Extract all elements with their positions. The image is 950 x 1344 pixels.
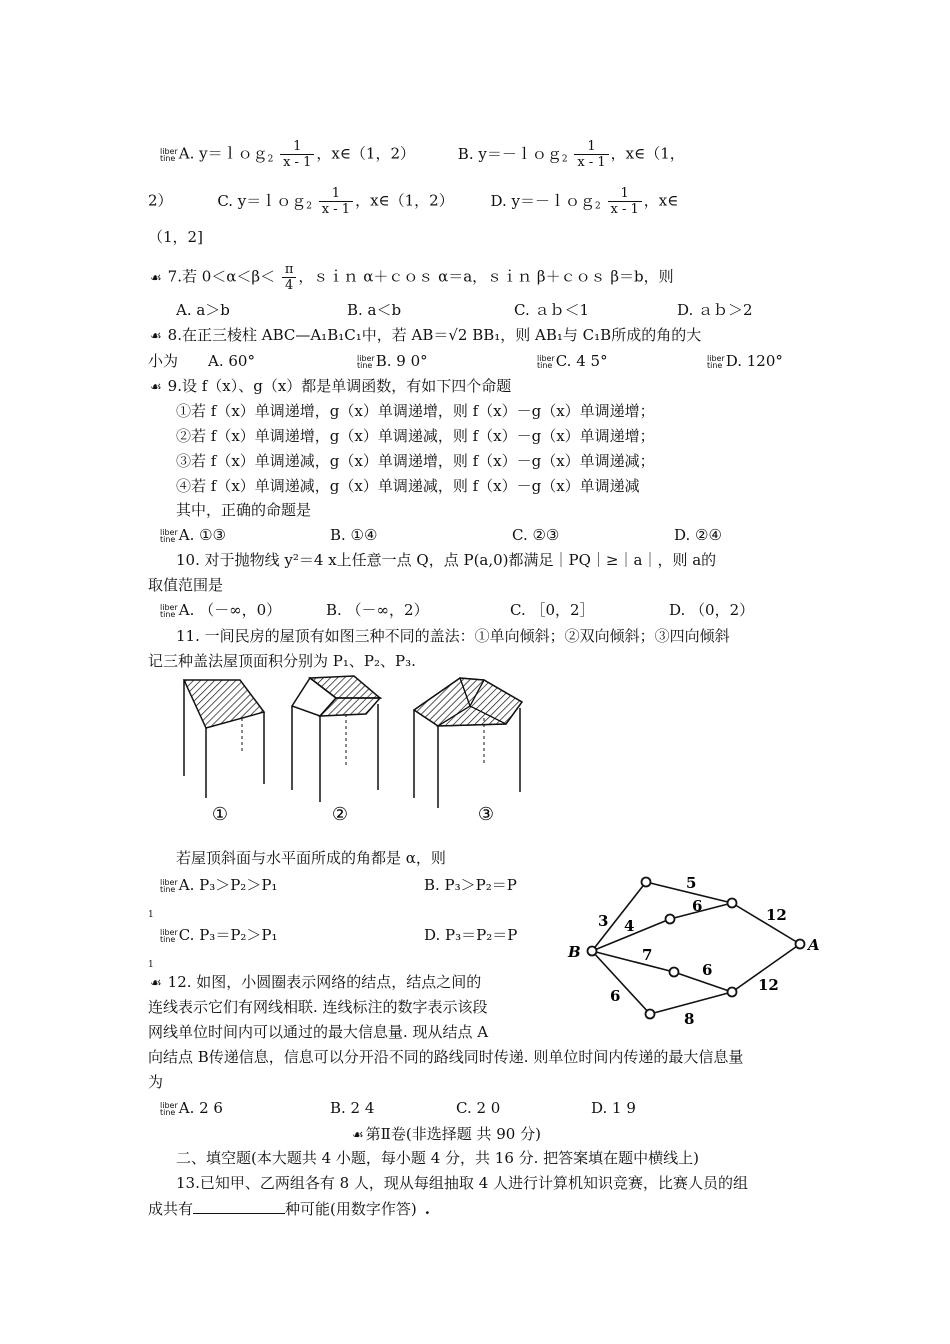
network-node	[670, 968, 679, 977]
q9-item: ①若 f（x）单调递增，g（x）单调递增，则 f（x）－g（x）单调递增；	[176, 402, 655, 420]
network-node	[666, 915, 675, 924]
edge-weight: 6	[692, 897, 703, 915]
q10-option-c: C. ［0，2］	[510, 601, 595, 619]
fraction: $\frac{1}{x - 1}$	[319, 186, 353, 217]
q12-option-a: liber tine A. 2 6	[160, 1099, 223, 1117]
question-icon: ☙	[150, 270, 162, 286]
q7-option-c: C. ａｂ＜1	[514, 301, 590, 319]
q10-option-b: B. （－∞，2）	[326, 601, 429, 619]
q8-option-c: liber tine C. 4 5°	[537, 352, 608, 370]
q9-stem: ☙ 9.设 f（x）、g（x）都是单调函数，有如下四个命题	[150, 377, 512, 395]
q12-option-b: B. 2 4	[330, 1099, 375, 1117]
liber-tine-marker: liber tine	[160, 528, 178, 544]
q8-stem: ☙ 8.在正三棱柱 ABC—A₁B₁C₁中，若 AB＝√2 BB₁，则 AB₁与 C₁B所成的角的大	[150, 326, 702, 344]
q9-tail: 其中，正确的命题是	[176, 501, 312, 519]
q6-option-c-prefix: C. y＝ｌｏｇ	[217, 191, 307, 210]
q7-option-d: D. ａｂ＞2	[677, 301, 753, 319]
edge-weight: 7	[642, 946, 653, 964]
q6-line2: 2） C. y＝ｌｏｇ$_2$ $\frac{1}{x - 1}$ ，x∈（1，2） D. y＝－ｌｏｇ$_2$ $\frac{1}{x - 1}$ ，x∈	[148, 186, 679, 217]
q11-option-d: D. P₃＝P₂＝P	[424, 926, 518, 944]
q10-option-a: liber tine A. （－∞，0）	[160, 601, 282, 619]
figure-label-1: ①	[211, 804, 229, 825]
question-icon: ☙	[150, 976, 162, 991]
fraction: $\frac{1}{x - 1}$	[608, 186, 642, 217]
q7-option-a: A. a＞b	[176, 301, 230, 319]
figure-label-2: ②	[331, 804, 349, 825]
q10-line2: 取值范围是	[148, 576, 224, 594]
q9-option-b: B. ①④	[330, 526, 378, 544]
q12-line: 连线表示它们有网线相联. 连线标注的数字表示该段	[148, 998, 488, 1016]
answer-blank[interactable]	[193, 1199, 285, 1214]
node-label-a: A	[808, 936, 820, 954]
q6-line1: liber tine A. y＝ｌｏｇ$_2$ $\frac{1}{x - 1}$ ，x∈（1，2） B. y＝－ｌｏｇ$_2$ $\frac{1}{x - 1}$ ，x∈（1，	[160, 139, 685, 170]
q12-option-c: C. 2 0	[456, 1099, 501, 1117]
q11-option-b: B. P₃＞P₂＝P	[424, 876, 517, 894]
liber-tine-marker: liber tine	[357, 354, 375, 370]
network-node	[728, 988, 737, 997]
q10-option-d: D. （0，2）	[669, 601, 755, 619]
q7-option-b: B. a＜b	[347, 301, 402, 319]
q9-item: ④若 f（x）单调递减，g（x）单调递减，则 f（x）－g（x）单调递减	[176, 477, 640, 495]
section-heading: 二、填空题(本大题共 4 小题，每小题 4 分，共 16 分. 把答案填在题中横线上)	[176, 1149, 700, 1167]
q6-line3: （1，2]	[148, 228, 203, 246]
q9-option-d: D. ②④	[674, 526, 722, 544]
edge-weight: 12	[758, 976, 779, 994]
q7-stem: ☙ 7.若 0＜α＜β＜ $\frac{\pi}{4}$ ，ｓｉｎ α＋ｃｏｓ α＝a，ｓｉｎ β＋ｃｏｓ β＝b，则	[150, 262, 674, 293]
liber-tine-marker: liber tine	[160, 928, 178, 944]
q11-option-c: liber tine C. P₃＝P₂＞P₁	[160, 926, 278, 944]
part2-title: ☙ 第Ⅱ卷(非选择题 共 90 分)	[352, 1125, 541, 1143]
liber-tine-marker: liber tine	[160, 603, 178, 619]
liber-tine-marker: liber tine	[160, 1101, 178, 1117]
wrap-digit: 1	[148, 960, 154, 970]
figure-label-3: ③	[477, 804, 495, 825]
question-icon: ☙	[352, 1128, 364, 1143]
roof-four-slope	[414, 678, 522, 808]
network-diagram	[560, 868, 822, 1026]
q9-option-c: C. ②③	[512, 526, 560, 544]
q6-option-a-prefix: A. y＝ｌｏｇ	[178, 144, 268, 163]
q13-line2: 成共有 种可能(用数字作答) .	[148, 1200, 430, 1218]
q9-item: ②若 f（x）单调递增，g（x）单调递减，则 f（x）－g（x）单调递增；	[176, 427, 655, 445]
network-node	[588, 947, 597, 956]
edge-weight: 4	[624, 917, 635, 935]
q8-line2: 小为 A. 60°	[148, 352, 255, 370]
liber-tine-marker: liber tine	[160, 146, 178, 163]
q6-option-d-prefix: D. y＝－ｌｏｇ	[490, 191, 596, 210]
liber-tine-marker: liber tine	[537, 354, 555, 370]
edge-weight: 5	[686, 874, 697, 892]
q12-stem: ☙ 12. 如图，小圆圈表示网络的结点，结点之间的	[150, 973, 482, 991]
fraction: $\frac{1}{x - 1}$	[574, 139, 608, 170]
q11-stem: 11. 一间民房的屋顶有如图三种不同的盖法：①单向倾斜；②双向倾斜；③四向倾斜	[176, 627, 730, 645]
q12-line: 向结点 B传递信息，信息可以分开沿不同的路线同时传递. 则单位时间内传递的最大信息量	[148, 1048, 744, 1066]
question-icon: ☙	[150, 380, 162, 395]
q9-item: ③若 f（x）单调递减，g（x）单调递增，则 f（x）－g（x）单调递减；	[176, 452, 655, 470]
edge-weight: 8	[684, 1010, 695, 1026]
q6-option-b-prefix: B. y＝－ｌｏｇ	[457, 144, 562, 163]
network-node	[728, 899, 737, 908]
q11-line2: 记三种盖法屋顶面积分别为 P₁、P₂、P₃.	[148, 652, 416, 670]
fraction: $\frac{\pi}{4}$	[282, 262, 297, 293]
roof-single-slope	[184, 680, 264, 798]
edge-weight: 6	[610, 987, 621, 1005]
q11-line3: 若屋顶斜面与水平面所成的角都是 α，则	[176, 849, 446, 867]
q8-option-b: liber tine B. 9 0°	[357, 352, 428, 370]
edge-weight: 6	[702, 961, 713, 979]
q8-option-a: A. 60°	[208, 352, 255, 370]
node-label-b: B	[568, 943, 581, 961]
network-node	[646, 1010, 655, 1019]
network-node	[642, 878, 651, 887]
q11-option-a: liber tine A. P₃＞P₂＞P₁	[160, 876, 278, 894]
roof-double-slope	[292, 676, 380, 802]
q10-stem: 10. 对于抛物线 y²＝4 x上任意一点 Q，点 P(a,0)都满足｜PQ｜≥｜a｜，则 a的	[176, 551, 717, 569]
edge-weight: 3	[598, 912, 609, 930]
wrap-digit: 1	[148, 910, 154, 920]
network-node	[796, 940, 805, 949]
fraction: $\frac{1}{x - 1}$	[280, 139, 314, 170]
q13-stem: 13.已知甲、乙两组各有 8 人，现从每组抽取 4 人进行计算机知识竞赛，比赛人员的组	[176, 1174, 749, 1192]
liber-tine-marker: liber tine	[160, 878, 178, 894]
liber-tine-marker: liber tine	[707, 354, 725, 370]
q12-option-d: D. 1 9	[591, 1099, 636, 1117]
q9-option-a: liber tine A. ①③	[160, 526, 226, 544]
q12-line: 为	[148, 1073, 164, 1091]
question-icon: ☙	[150, 329, 162, 344]
edge-weight: 12	[766, 906, 787, 924]
q12-line: 网线单位时间内可以通过的最大信息量. 现从结点 A	[148, 1023, 489, 1041]
q8-option-d: liber tine D. 120°	[707, 352, 783, 370]
roof-figure	[170, 668, 540, 828]
